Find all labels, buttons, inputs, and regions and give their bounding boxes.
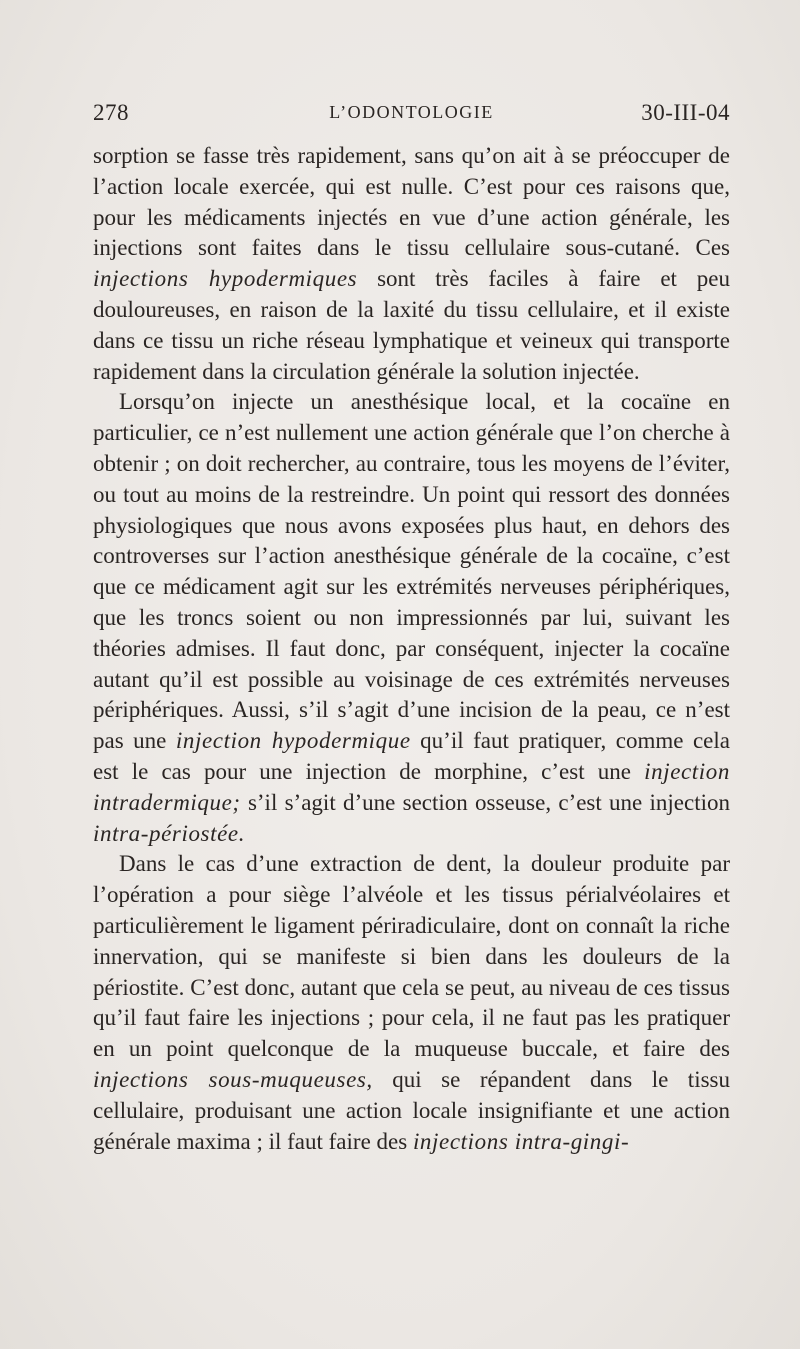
text-run: sont très faciles à faire et peu douloureuses, en raison de la laxité du tissu cellulaire, et il existe dans ce tissu un riche réseau lymphatique et veineux qui transporte rapidement dans la circulation générale la solution injectée. (93, 266, 730, 384)
issue-date: 30-III-04 (641, 100, 730, 125)
text-run: s’il s’agit d’une section osseuse, c’est une injection (240, 789, 730, 815)
italic-text: injections hypodermiques (93, 266, 358, 292)
running-title: L’ODONTOLOGIE (329, 102, 494, 122)
text-run: sorption se fasse très rapidement, sans qu’on ait à se préoccuper de l’action locale exercée, qui est nulle. C’est pour ces raisons que, pour les médicaments injectés en vue d’une action générale, les injections sont faites dans le tissu cellulaire sous-cutané. Ces (93, 143, 730, 261)
paragraph (93, 387, 730, 849)
italic-text: intra-périostée. (93, 820, 246, 846)
text-run: Lorsqu’on injecte un anesthésique local, et la cocaïne en particulier, ce n’est nullement une action générale que l’on cherche à obtenir ; on doit rechercher, au contraire, tous les moyens de l’éviter, ou tout au moins de la restreindre. Un point qui ressort des données physiologiques que nous avons exposées plus haut, en dehors des controverses sur l’action anesthésique générale de la cocaïne, c’est que ce médicament agit sur les extrémités nerveuses périphériques, que les troncs soient ou non impressionnés par lui, suivant les théories admises. Il faut donc, par conséquent, injecter la cocaïne autant qu’il est possible au voisinage de ces extrémités nerveuses périphériques. Aussi, s’il s’agit d’une incision de la peau, ce n’est pas une (93, 389, 730, 754)
italic-text: injection intradermique; (93, 758, 730, 815)
page-header (93, 100, 730, 130)
page-number: 278 (93, 100, 129, 125)
text-run: qu’il faut pratiquer, comme cela est le cas pour une injection de morphine, c’est une (93, 728, 730, 784)
italic-text: injections intra-gingi- (412, 1128, 630, 1154)
italic-text: injections sous-muqueuses, (93, 1066, 373, 1092)
text-run: qui se répandent dans le tissu cellulaire, produisant une action locale insignifiante et une action générale maxima ; il faut faire des (93, 1066, 730, 1154)
paragraph (93, 849, 730, 1157)
body-text (93, 141, 730, 1157)
italic-text: injection hypodermique (175, 728, 411, 754)
paragraph (93, 141, 730, 387)
text-run: Dans le cas d’une extraction de dent, la douleur produite par l’opération a pour siège l’alvéole et les tissus périalvéolaires et particulièrement le ligament périradiculaire, dont on connaît la riche innervation, qui se manifeste si bien dans les douleurs de la périostite. C’est donc, autant que cela se peut, au niveau de ces tissus qu’il faut faire les injections ; pour cela, il ne faut pas les pratiquer en un point quelconque de la muqueuse buccale, et faire des (93, 851, 730, 1062)
